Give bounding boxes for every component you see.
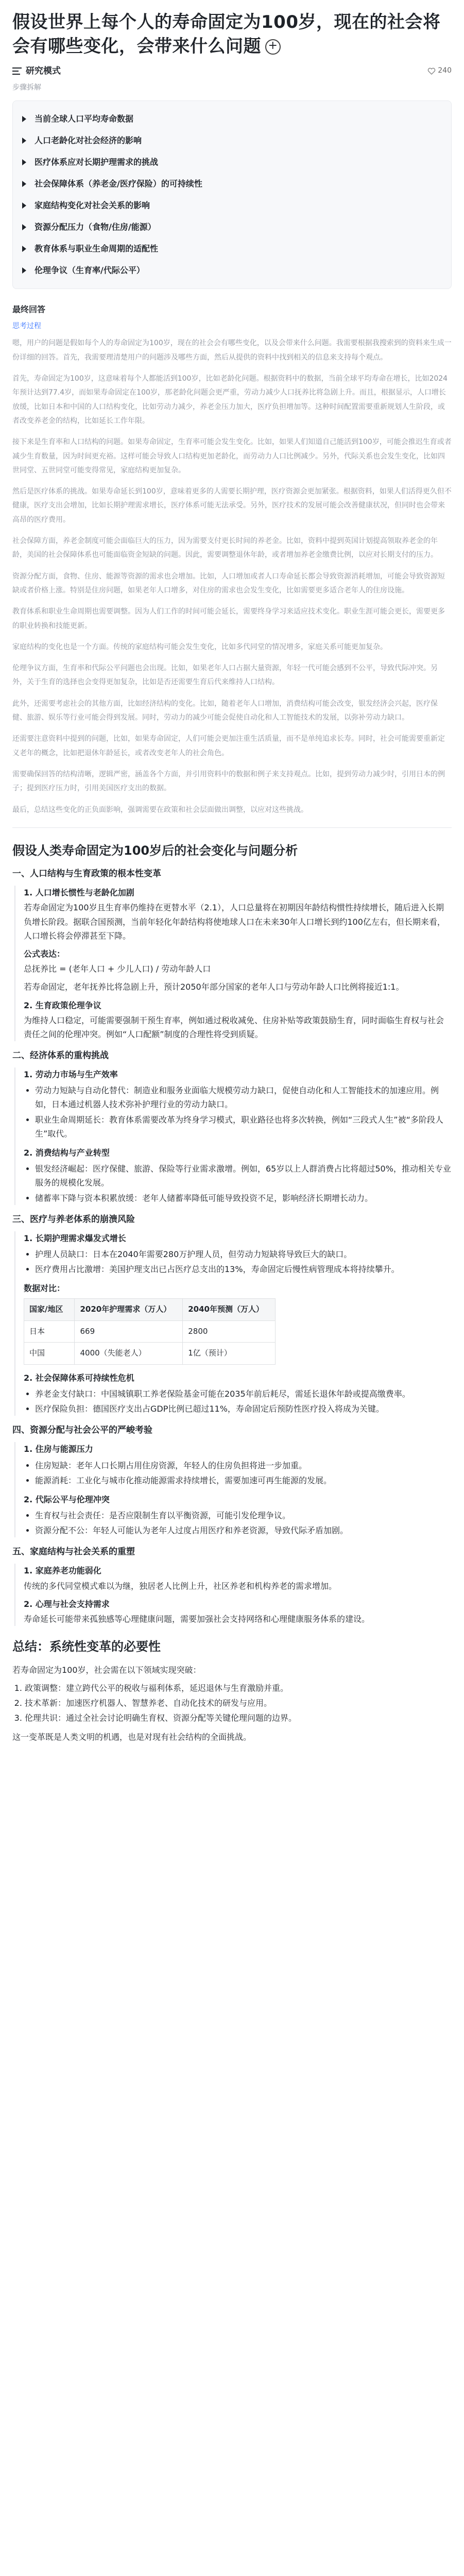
section-heading: 二、经济体系的重构挑战 [12,1050,109,1061]
bullet-list [24,1162,452,1205]
data-table [24,1298,276,1365]
bullet-list [24,1459,452,1487]
subsection-heading: 1. 住房与能源压力 [24,1444,93,1454]
bullet-list [24,1509,452,1537]
subsection-heading: 1. 长期护理需求爆发式增长 [24,1233,126,1243]
step-item[interactable] [22,216,442,238]
table-header: 2040年预测（万人） [183,1299,276,1321]
table-cell: 4000（失能老人） [75,1343,183,1365]
section-heading: 五、家庭结构与社会关系的重塑 [12,1547,135,1557]
thinking-paragraph: 教育体系和职业生命周期也需要调整。因为人们工作的时间可能会延长，需要终身学习来适应技术变化。职业生涯可能会更长，需要更多的职业转换和技能更新。 [12,607,445,630]
thinking-paragraph: 需要确保回答的结构清晰，逻辑严密，涵盖各个方面，并引用资料中的数据和例子来支持观点。比如，提到劳动力减少时，引用日本的例子；提到医疗压力时，引用美国医疗支出的数据。 [12,770,445,793]
subsection-heading: 2. 生育政策伦理争议 [24,1000,101,1010]
formula: 总抚养比 = (老年人口 + 少儿人口) / 劳动年龄人口 [24,964,211,974]
divider [12,827,452,828]
step-item[interactable] [22,108,442,130]
subsection-heading: 1. 人口增长惯性与老龄化加剧 [24,888,134,898]
list-item: • 医疗费用占比激增：美国护理支出已占医疗总支出的13%，寿命固定后慢性病管理成本将持续攀升。 [35,1262,452,1276]
thinking-paragraph: 此外，还需要考虑社会的其他方面，比如经济结构的变化。比如，随着老年人口增加，消费结构可能会改变，银发经济会兴起，医疗保健、旅游、娱乐等行业可能会得到发展。同时，劳动力的减少可能会促使自动化和人工智能技术的发展，以弥补劳动力缺口。 [12,699,438,722]
like-count[interactable] [427,65,452,77]
thinking-paragraph: 社会保障方面，养老金制度可能会面临巨大的压力，因为需要支付更长时间的养老金。比如，资料中提到英国计划提高领取养老金的年龄，美国的社会保障体系也可能面临资金短缺的问题。因此，需要调整退休年龄，或者增加养老金缴费比例，以应对长期支付的压力。 [12,537,438,560]
thinking-paragraph: 伦理争议方面，生育率和代际公平问题也会出现。比如，如果老年人口占据大量资源，年轻一代可能会感到不公平，导致代际冲突。另外，关于生育的选择也会变得更加复杂，比如是否还需要生育后代来维持人口结构。 [12,664,438,687]
thinking-paragraph: 嗯，用户的问题是假如每个人的寿命固定为100岁，现在的社会会有哪些变化，以及会带来什么问题。我需要根据我搜索到的资料来生成一份详细的回答。首先，我需要理清楚用户的问题涉及哪些方面，然后从提供的资料中找到相关的信息来支持每个观点。 [12,339,452,362]
section-heading: 一、人口结构与生育政策的根本性变革 [12,869,161,879]
paragraph: 寿命延长可能带来孤独感等心理健康问题，需要加强社会支持网络和心理健康服务体系的建设。 [24,1614,370,1624]
triangle-right-icon [22,116,26,122]
list-item: • 养老金支付缺口：中国城镇职工养老保险基金可能在2035年前后耗尽，需延长退休年龄或提高缴费率。 [35,1387,452,1401]
step-item[interactable] [22,195,442,216]
section-heading: 四、资源分配与社会公平的严峻考验 [12,1425,152,1436]
list-item: • 能源消耗：工业化与城市化推动能源需求持续增长，需要加速可再生能源的发展。 [35,1473,452,1487]
paragraph: 若寿命固定为100岁且生育率仍维持在更替水平（2.1），人口总量将在初期因年龄结构惯性持续增长，随后进入长期负增长阶段。据联合国预测，当前年轻化年龄结构将使地球人口在未来30年人口增长到约100亿左右，但长期来看，人口增长将会停滞甚至下降。 [24,903,445,941]
bullet-list [24,1387,452,1416]
subsection-heading: 1. 劳动力市场与生产效率 [24,1070,118,1080]
summary-heading: 总结：系统性变革的必要性 [12,1639,161,1654]
triangle-right-icon [22,159,26,165]
list-item: • 医疗保险负担：德国医疗支出占GDP比例已超过11%，寿命固定后预防性医疗投入将成为关键。 [35,1402,452,1416]
triangle-right-icon [22,267,26,274]
summary-item: 1. 政策调整：建立跨代公平的税收与福利体系，延迟退休与生育激励并重。 [25,1681,452,1695]
section-body [14,1442,452,1537]
thinking-paragraph: 首先，寿命固定为100岁，这意味着每个人都能活到100岁，比如老龄化问题。根据资料中的数据，当前全球平均寿命在增长，比如2024年预计达到77.4岁，而如果寿命固定在100岁，那老龄化问题会更严重，劳动力减少人口抚养比将急剧上升。而且，根据显示，人口增长放缓，比如日本和中国的人口结构变化，比如劳动力减少，养老金压力加大，医疗负担增加等。这种时间配置需要重新规划人生阶段，或者改变养老金的结构，比如延长工作年限。 [12,375,448,425]
step-label: 家庭结构变化对社会关系的影响 [35,200,150,210]
summary-outro: 这一变革既是人类文明的机遇，也是对现有社会结构的全面挑战。 [12,1732,252,1742]
section-body [14,1231,452,1416]
step-item[interactable] [22,238,442,260]
table-row [24,1343,276,1365]
section-body [14,886,452,1041]
bullet-list [24,1247,452,1276]
meta-row [12,64,452,79]
summary-intro: 若寿命固定为100岁，社会需在以下领域实现突破： [12,1665,201,1675]
thinking-paragraph: 家庭结构的变化也是一个方面。传统的家庭结构可能会发生变化，比如多代同堂的情况增多，家庭关系可能更加复杂。 [12,642,387,651]
section-body [14,1564,452,1626]
step-label: 伦理争议（生育率/代际公平） [35,265,145,275]
list-item: • 生育权与社会责任：是否应限制生育以平衡资源，可能引发伦理争议。 [35,1509,452,1522]
page-title [12,10,452,59]
thinking-paragraph: 最后，总结这些变化的正负面影响，强调需要在政策和社会层面做出调整，以应对这些挑战。 [12,805,308,814]
summary-item: 2. 技术革新：加速医疗机器人、智慧养老、自动化技术的研发与应用。 [25,1696,452,1710]
list-item: • 储蓄率下降与资本积累放缓：老年人储蓄率降低可能导致投资不足，影响经济长期增长动力。 [35,1191,452,1205]
subsection-heading: 2. 消费结构与产业转型 [24,1147,110,1158]
list-item: • 护理人员缺口：日本在2040年需要280万护理人员，但劳动力短缺将导致巨大的缺口。 [35,1247,452,1261]
subsection-heading: 2. 社会保障体系可持续性危机 [24,1372,134,1383]
triangle-right-icon [22,202,26,209]
summary-list [12,1681,452,1725]
bullet-list [24,1083,452,1141]
list-item: • 住房短缺：老年人口长期占用住房资源，年轻人的住房负担将进一步加重。 [35,1459,452,1472]
report-title: 假设人类寿命固定为100岁后的社会变化与问题分析 [12,843,298,858]
triangle-right-icon [22,181,26,187]
mode-label: 研究模式 [26,65,61,76]
triangle-right-icon [22,138,26,144]
step-label: 医疗体系应对长期护理需求的挑战 [35,157,159,167]
step-label: 当前全球人口平均寿命数据 [35,113,134,124]
table-cell: 669 [75,1320,183,1343]
table-header-row [24,1299,276,1321]
list-item: • 劳动力短缺与自动化替代：制造业和服务业面临大规模劳动力缺口，促使自动化和人工智能技术的加速应用。例如，日本通过机器人技术弥补护理行业的劳动力缺口。 [35,1083,452,1111]
like-icon [427,67,436,75]
table-header: 国家/地区 [24,1299,75,1321]
subsection-heading: 1. 家庭养老功能弱化 [24,1566,101,1576]
mode-badge [12,64,61,79]
subsection-heading: 2. 代际公平与伦理冲突 [24,1494,110,1504]
thinking-toggle[interactable]: 思考过程 [12,321,41,330]
paragraph: 为维持人口稳定，可能需要强制干预生育率，例如通过税收减免、住房补贴等政策鼓励生育，同时面临生育权与社会责任之间的伦理冲突。例如“人口配额”制度的合理性将受到质疑。 [24,1015,444,1039]
research-icon [12,67,22,75]
step-item[interactable] [22,151,442,173]
subsection-heading: 数据对比： [24,1283,65,1294]
step-item[interactable] [22,173,442,195]
step-label: 人口老龄化对社会经济的影响 [35,135,142,145]
table-row [24,1320,276,1343]
thinking-paragraph: 然后是医疗体系的挑战。如果寿命延长到100岁，意味着更多的人需要长期护理，医疗资源会更加紧张。根据资料，如果人们活得更久但不健康，医疗支出会增加，比如长期护理需求增长，医疗体系可能无法承受。另外，医疗技术的发展可能会改善健康状况，但同时也会带来高昂的医疗费用。 [12,487,452,524]
thinking-paragraph: 资源分配方面，食物、住房、能源等资源的需求也会增加。比如，人口增加或者人口寿命延长都会导致资源消耗增加，可能会导致资源短缺或者价格上涨。特别是住房问题，如果老年人口增多，对住房的需求也会发生变化，比如需要更多适合老年人的住房设施。 [12,572,445,595]
table-header: 2020年护理需求（万人） [75,1299,183,1321]
triangle-right-icon [22,246,26,252]
thinking-paragraph: 接下来是生育率和人口结构的问题。如果寿命固定，生育率可能会发生变化。比如，如果人们知道自己能活到100岁，可能会推迟生育或者减少生育数量，因为时间更充裕。这样可能会导致人口结构更加老龄化，而劳动力人口比例减少。另外，代际关系也会发生变化，比如四世同堂、五世同堂可能变得常见，家庭结构更加复杂。 [12,438,452,474]
section-body [14,1067,452,1205]
thinking-paragraph: 还需要注意资料中提到的问题，比如，如果寿命固定，人们可能会更加注重生活质量，而不是单纯追求长寿。同时，社会可能需要重新定义老年的概念，比如把退休年龄延长，或者改变老年人的社会角色。 [12,735,445,757]
step-item[interactable] [22,130,442,151]
section-heading: 三、医疗与养老体系的崩溃风险 [12,1214,135,1225]
steps-toggle[interactable]: 步骤拆解 [12,83,41,92]
final-answer-label: 最终回答 [12,304,46,314]
step-item[interactable] [22,260,442,281]
summary-item: 3. 伦理共识：通过全社会讨论明确生育权、资源分配等关键伦理问题的边界。 [25,1711,452,1725]
step-label: 教育体系与职业生命周期的适配性 [35,243,159,253]
step-label: 资源分配压力（食物/住房/能源） [35,222,156,232]
list-item: • 职业生命周期延长：教育体系需要改革为终身学习模式，职业路径也将多次转换，例如“三段式人生”被“多阶段人生”取代。 [35,1113,452,1141]
triangle-right-icon [22,224,26,230]
add-icon[interactable]: + [265,39,281,55]
list-item: • 银发经济崛起：医疗保健、旅游、保险等行业需求激增。例如，65岁以上人群消费占比将超过50%，推动相关专业服务的规模化发展。 [35,1162,452,1190]
table-cell: 中国 [24,1343,75,1365]
thinking-panel [12,336,452,817]
paragraph: 若寿命固定，老年抚养比将急剧上升，预计2050年部分国家的老年人口与劳动年龄人口比例将接近1:1。 [24,982,404,992]
like-count-value: 240 [438,66,452,75]
table-cell: 日本 [24,1320,75,1343]
steps-panel [12,100,452,289]
table-cell: 2800 [183,1320,276,1343]
list-item: • 资源分配不公：年轻人可能认为老年人过度占用医疗和养老资源，导致代际矛盾加剧。 [35,1523,452,1537]
step-label: 社会保障体系（养老金/医疗保险）的可持续性 [35,178,202,189]
subsection-heading: 2. 心理与社会支持需求 [24,1599,110,1609]
title-text: 假设世界上每个人的寿命固定为100岁，现在的社会将会有哪些变化，会带来什么问题 [12,12,441,57]
table-cell: 1亿（预计） [183,1343,276,1365]
subsection-heading: 公式表达： [24,949,65,959]
paragraph: 传统的多代同堂模式难以为继，独居老人比例上升，社区养老和机构养老的需求增加。 [24,1581,337,1591]
